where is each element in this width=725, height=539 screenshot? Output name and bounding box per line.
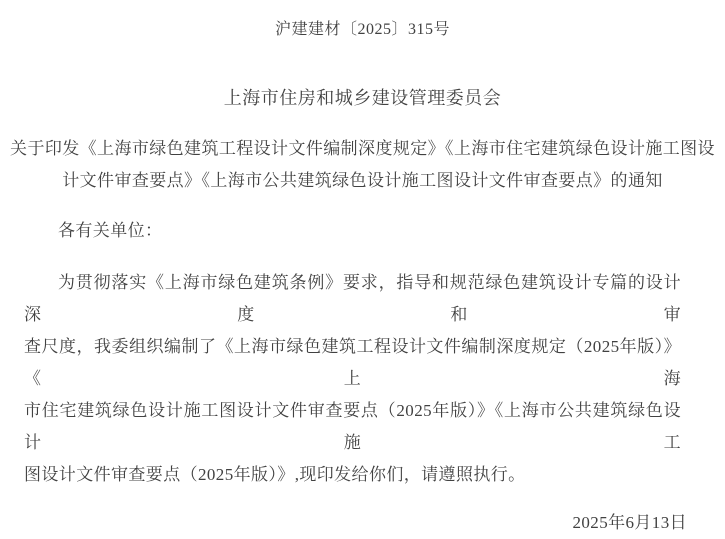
notice-title xyxy=(0,133,725,197)
issue-date: 2025年6月13日 xyxy=(572,513,687,532)
salutation: 各有关单位： xyxy=(58,221,163,240)
body-line: 图设计文件审查要点（2025年版）》,现印发给你们，请遵照执行。 xyxy=(24,465,526,484)
notice-body xyxy=(24,267,681,491)
notice-document xyxy=(0,14,725,532)
body-line: 查尺度，我委组织编制了《上海市绿色建筑工程设计文件编制深度规定（2025年版）》《上海 xyxy=(24,337,681,388)
issuing-agency: 上海市住房和城乡建设管理委员会 xyxy=(223,88,502,108)
notice-title-line-2: 计文件审查要点》《上海市公共建筑绿色设计施工图设计文件审查要点》的通知 xyxy=(62,171,663,190)
document-number: 沪建建材〔2025〕315号 xyxy=(274,21,450,38)
notice-title-line-1: 关于印发《上海市绿色建筑工程设计文件编制深度规定》《上海市住宅建筑绿色设计施工图设 xyxy=(10,139,715,158)
body-line: 市住宅建筑绿色设计施工图设计文件审查要点（2025年版）》《上海市公共建筑绿色设计施工 xyxy=(24,401,681,452)
body-line: 为贯彻落实《上海市绿色建筑条例》要求，指导和规范绿色建筑设计专篇的设计深度和审 xyxy=(24,273,681,324)
